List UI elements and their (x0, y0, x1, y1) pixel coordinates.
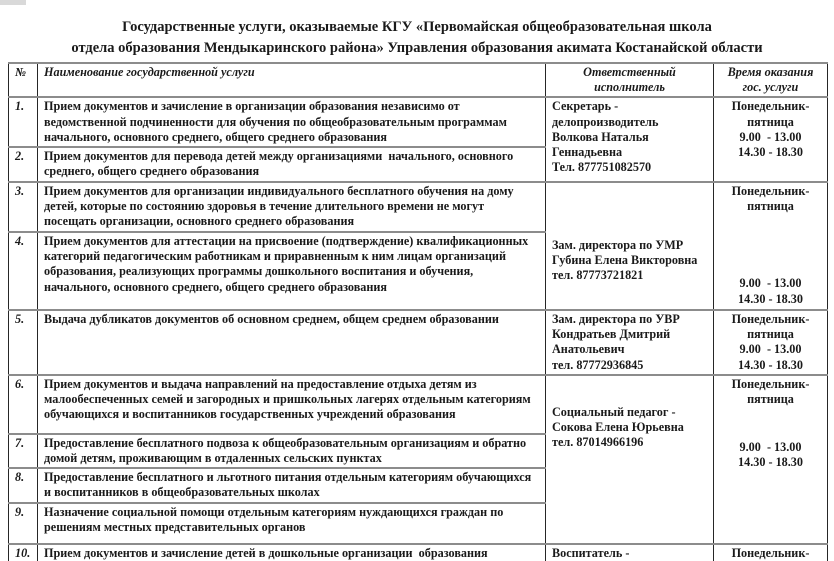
header-executor-line2: исполнитель (594, 80, 665, 95)
executor-line: Зам. директора по УМР (552, 238, 684, 253)
schedule-line: пятница (747, 114, 794, 129)
schedule-cell (714, 375, 828, 544)
services-table (8, 62, 828, 561)
header-time (714, 63, 828, 97)
schedule-line: Понедельник- (731, 99, 810, 114)
executor-line: Волкова Наталья (552, 129, 649, 144)
executor-line: Губина Елена Викторовна (552, 253, 698, 268)
row-number: 1. (9, 97, 38, 147)
schedule-line: 14.30 - 18.30 (738, 455, 803, 470)
executor-line: Секретарь - (552, 99, 619, 114)
executor-line: Воспитатель - (552, 545, 630, 560)
executor-cell (546, 544, 714, 561)
executor-line: Зам. директора по УВР (552, 312, 680, 327)
service-text: Прием документов и зачисление детей в дошкольные организации образования (38, 544, 546, 561)
executor-cell (546, 375, 714, 544)
row-number: 9. (9, 503, 38, 544)
schedule-line: Понедельник- (731, 184, 810, 199)
row-number: 8. (9, 468, 38, 502)
row-number: 3. (9, 182, 38, 232)
executor-line: Сокова Елена Юрьевна (552, 420, 684, 435)
executor-line: тел. 87772936845 (552, 357, 644, 372)
schedule-line: 14.30 - 18.30 (738, 291, 803, 306)
executor-line: тел. 87014966196 (552, 435, 644, 450)
row-number: 2. (9, 147, 38, 182)
document-title (0, 17, 834, 59)
table-row (9, 375, 828, 434)
document-title-line1: Государственные услуги, оказываемые КГУ «Первомайская общеобразовательная школа (122, 19, 712, 35)
schedule-line: пятница (747, 199, 794, 214)
executor-line: Кондратьев Дмитрий (552, 327, 671, 342)
executor-cell (546, 97, 714, 182)
row-number: 5. (9, 310, 38, 375)
schedule-line: Понедельник- (731, 545, 810, 560)
row-number: 7. (9, 434, 38, 468)
schedule-line: Понедельник- (731, 376, 810, 391)
header-num: № (9, 63, 38, 97)
executor-line: Тел. 877751082570 (552, 160, 652, 175)
corner-artifact (0, 0, 26, 5)
service-text: Прием документов для перевода детей между организациями начального, основного среднего, общего среднего образования (38, 147, 546, 182)
executor-line: Геннадьевна (552, 145, 623, 160)
executor-line: делопроизводитель (552, 114, 659, 129)
schedule-cell (714, 544, 828, 561)
schedule-line: Понедельник- (731, 312, 810, 327)
service-text: Предоставление бесплатного подвоза к общеобразовательным организациям и обратно домой детям, проживающим в отдаленных сельских пунктах (38, 434, 546, 468)
table-row (9, 310, 828, 375)
schedule-cell (714, 310, 828, 375)
schedule-line: пятница (747, 392, 794, 407)
schedule-line: 9.00 - 13.00 (739, 440, 802, 455)
schedule-line: 9.00 - 13.00 (739, 342, 802, 357)
service-text: Прием документов и выдача направлений на предоставление отдыха детям из малообеспеченных семей и загородных и пришкольных лагерях отдельным категориям обучающихся и воспитанников государственных учреждений образования (38, 375, 546, 434)
row-number: 4. (9, 232, 38, 310)
document-title-line2: отдела образования Мендыкаринского района» Управления образования акимата Костанайской области (71, 40, 763, 56)
service-text: Прием документов и зачисление в организации образования независимо от ведомственной подчиненности для обучения по общеобразовательным программам начального, основного среднего, общего среднего образования (38, 97, 546, 147)
table-row (9, 544, 828, 561)
executor-cell (546, 310, 714, 375)
header-time-line2: гос. услуги (742, 80, 799, 95)
header-time-line1: Время оказания (727, 65, 814, 79)
service-text: Назначение социальной помощи отдельным категориям нуждающихся граждан по решениям местных представительных органов (38, 503, 546, 544)
table-row (9, 182, 828, 232)
table-row (9, 97, 828, 147)
schedule-line: пятница (747, 327, 794, 342)
header-executor-line1: Ответственный (583, 65, 676, 79)
executor-line: Анатольевич (552, 342, 625, 357)
service-text: Прием документов для аттестации на присвоение (подтверждение) квалификационных категорий педагогическим работникам и приравненным к ним лицам организаций образования, реализующих программы дошкольного воспитания и обучения, начального, основного среднего, общего среднего образования (38, 232, 546, 310)
schedule-line: 9.00 - 13.00 (739, 129, 802, 144)
schedule-cell (714, 97, 828, 182)
header-executor (546, 63, 714, 97)
schedule-line: 14.30 - 18.30 (738, 145, 803, 160)
schedule-line: 14.30 - 18.30 (738, 357, 803, 372)
header-service: Наименование государственной услуги (38, 63, 546, 97)
executor-cell (546, 182, 714, 310)
executor-line: тел. 87773721821 (552, 268, 644, 283)
service-text: Выдача дубликатов документов об основном среднем, общем среднем образовании (38, 310, 546, 375)
service-text: Прием документов для организации индивидуального бесплатного обучения на дому детей, которые по состоянию здоровья в течение длительного времени не могут посещать организации, основного среднего образования (38, 182, 546, 232)
table-header-row (9, 63, 828, 97)
service-text: Предоставление бесплатного и льготного питания отдельным категориям обучающихся и воспитанников в общеобразовательных школах (38, 468, 546, 502)
schedule-cell (714, 182, 828, 310)
schedule-line: 9.00 - 13.00 (739, 276, 802, 291)
executor-line: Социальный педагог - (552, 404, 676, 419)
row-number: 6. (9, 375, 38, 434)
row-number: 10. (9, 544, 38, 561)
